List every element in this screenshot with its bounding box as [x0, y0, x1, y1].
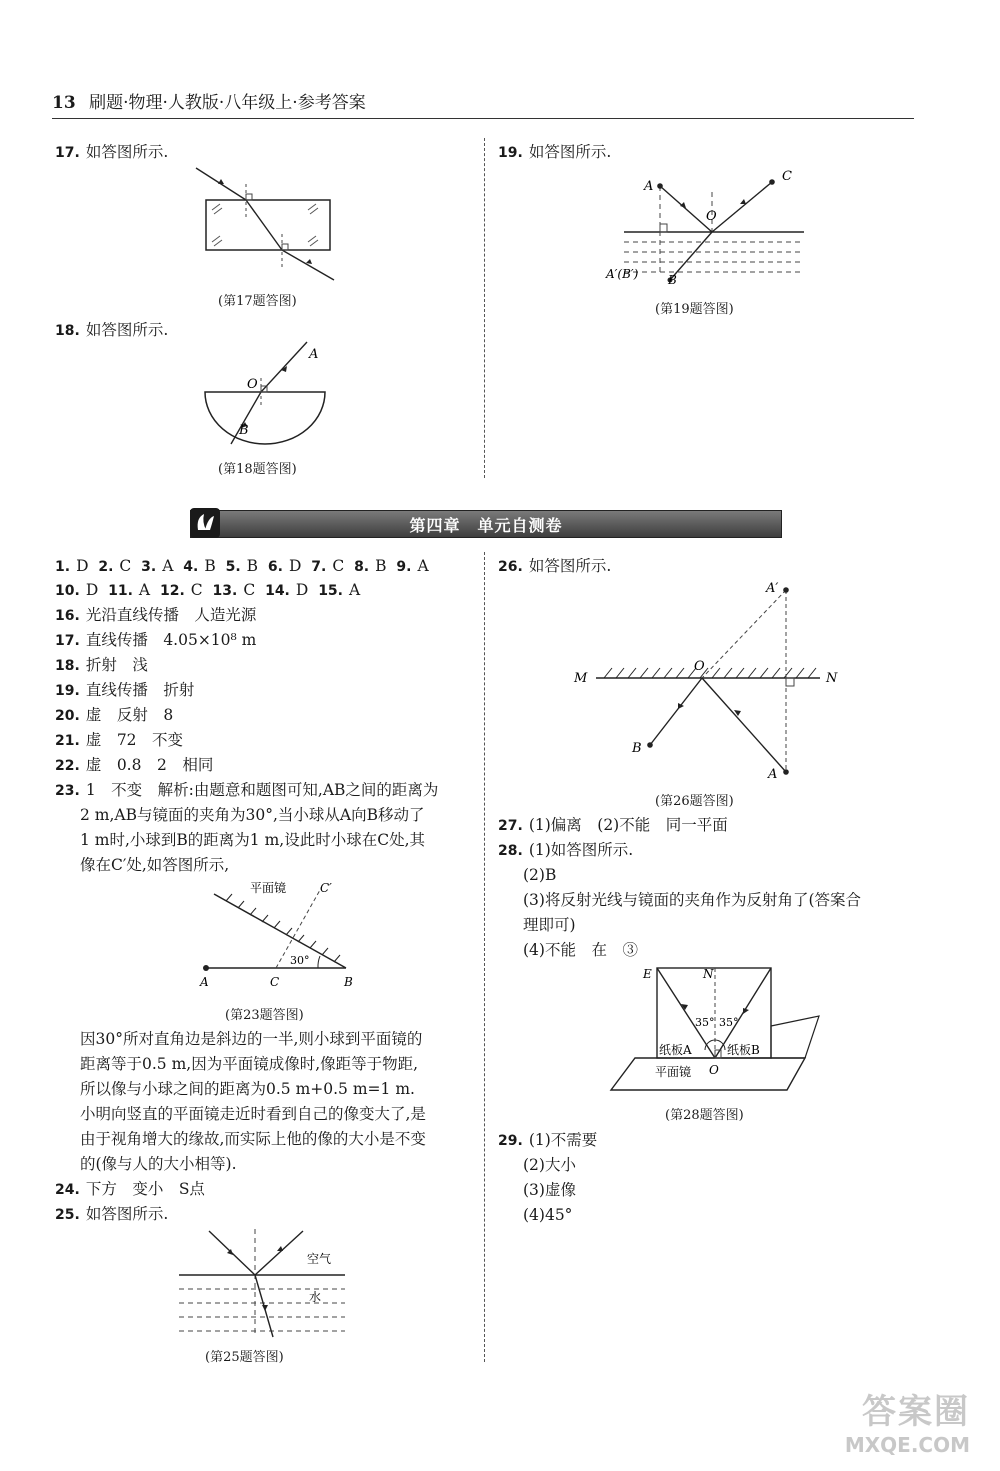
answer-23-line-2: 2 m,AB与镜面的夹角为30°,当小球从A向B移动了 — [80, 806, 425, 824]
q26-label-o: O — [694, 659, 705, 674]
a16-num: 16. — [55, 608, 80, 624]
a6-ans: D — [288, 557, 302, 575]
answer-row-1 — [55, 554, 429, 579]
a4-ans: B — [204, 557, 216, 575]
a20-num: 20. — [55, 708, 80, 724]
a1-num: 1. — [55, 559, 71, 575]
a20-text: 虚 反射 8 — [85, 706, 174, 724]
a28-text-1: (1)如答图所示. — [528, 841, 634, 859]
answer-row-2 — [55, 578, 360, 603]
answer-17 — [55, 628, 256, 653]
q19-line — [498, 140, 611, 165]
q28-caption: (第28题答图) — [665, 1108, 744, 1123]
a29-text-1: (1)不需要 — [528, 1131, 598, 1149]
a13-num: 13. — [212, 583, 238, 599]
a4-num: 4. — [183, 559, 199, 575]
a12-num: 12. — [159, 583, 185, 599]
a3-num: 3. — [141, 559, 157, 575]
q26-caption: (第26题答图) — [655, 794, 734, 809]
q19-label-b: B — [668, 273, 677, 287]
a15-num: 15. — [318, 583, 343, 599]
a13-ans: C — [243, 581, 256, 599]
a27-text: (1)偏离 (2)不能 同一平面 — [528, 816, 728, 834]
a14-ans: D — [295, 581, 309, 599]
answer-28-line-5: (4)不能 在 ③ — [523, 941, 638, 959]
q18-label-o: O — [247, 377, 258, 392]
answer-26 — [498, 554, 611, 579]
q23-label-c: C — [270, 975, 280, 989]
q25-label-water: 水 — [309, 1290, 322, 1304]
a18-text: 折射 浅 — [85, 656, 148, 674]
a10-num: 10. — [55, 583, 80, 599]
q17-number: 17. — [55, 145, 80, 161]
a18-num: 18. — [55, 658, 80, 674]
q23-label-angle: 30° — [290, 954, 310, 967]
column-divider-bottom — [484, 552, 485, 1362]
a19-num: 19. — [55, 683, 80, 699]
q18-text: 如答图所示. — [85, 321, 169, 339]
q25-caption: (第25题答图) — [205, 1350, 284, 1365]
answer-23-after-3: 所以像与小球之间的距离为0.5 m+0.5 m=1 m. — [80, 1080, 415, 1098]
a15-ans: A — [349, 581, 361, 599]
answer-29-line-2: (2)大小 — [523, 1156, 576, 1174]
answer-23-after-1: 因30°所对直角边是斜边的一半,则小球到平面镜的 — [80, 1030, 423, 1048]
a22-text: 虚 0.8 2 相同 — [85, 756, 214, 774]
answer-23-line-1 — [55, 778, 438, 803]
q26-diagram — [570, 580, 840, 785]
q23-label-b: B — [344, 975, 353, 989]
q28-label-e: E — [643, 967, 652, 981]
watermark-url: MXQE.COM — [844, 1433, 970, 1457]
answer-23-line-3: 1 m时,小球到B的距离为1 m,设此时小球在C处,其 — [80, 831, 426, 849]
q19-number: 19. — [498, 145, 523, 161]
q28-label-mirror: 平面镜 — [655, 1065, 692, 1079]
watermark — [845, 1384, 970, 1457]
q26-label-ap: A′ — [766, 581, 779, 596]
q18-label-a: A — [309, 347, 319, 362]
answer-16 — [55, 603, 256, 628]
answer-23-after-6: 的(像与人的大小相等). — [80, 1155, 237, 1173]
q25-label-air: 空气 — [307, 1252, 332, 1266]
q19-text: 如答图所示. — [528, 143, 612, 161]
a10-ans: D — [85, 581, 99, 599]
a7-num: 7. — [311, 559, 327, 575]
a26-text: 如答图所示. — [528, 557, 612, 575]
q18-number: 18. — [55, 323, 80, 339]
q25-diagram — [175, 1225, 355, 1345]
a25-text: 如答图所示. — [85, 1205, 169, 1223]
a29-num: 29. — [498, 1133, 523, 1149]
answer-23-after-4: 小明向竖直的平面镜走近时看到自己的像变大了,是 — [80, 1105, 426, 1123]
a5-ans: B — [246, 557, 259, 575]
a19-text: 直线传播 折射 — [85, 681, 195, 699]
a1-ans: D — [76, 557, 89, 575]
q19-label-o: O — [706, 209, 717, 224]
a3-ans: A — [162, 557, 174, 575]
answer-28-line-3: (3)将反射光线与镜面的夹角作为反射角了(答案合 — [523, 891, 862, 909]
q23-caption: (第23题答图) — [225, 1008, 304, 1023]
chapter-title: 第四章 单元自测卷 — [409, 516, 563, 535]
q26-label-m: M — [574, 671, 588, 686]
semicircle-glass — [205, 392, 325, 444]
q19-label-c: C — [782, 169, 792, 184]
a2-ans: C — [119, 557, 132, 575]
answer-28-line-1 — [498, 838, 633, 863]
q26-label-b: B — [632, 741, 642, 756]
a9-ans: A — [417, 557, 429, 575]
a24-num: 24. — [55, 1182, 80, 1198]
answer-28-line-4: 理即可) — [523, 916, 576, 934]
a6-num: 6. — [267, 559, 283, 575]
a28-num: 28. — [498, 843, 523, 859]
a22-num: 22. — [55, 758, 80, 774]
answer-20 — [55, 703, 173, 728]
q17-caption: (第17题答图) — [218, 294, 297, 309]
answer-29-line-3: (3)虚像 — [523, 1181, 576, 1199]
a11-num: 11. — [108, 583, 133, 599]
answer-19 — [55, 678, 194, 703]
q28-label-o: O — [709, 1063, 719, 1077]
q18-label-b: B — [239, 423, 249, 438]
chapter-banner — [190, 510, 782, 538]
a8-num: 8. — [354, 559, 370, 575]
a16-text: 光沿直线传播 人造光源 — [85, 606, 257, 624]
q19-label-ab: A′(B′) — [606, 267, 639, 281]
a23-num: 23. — [55, 783, 80, 799]
answer-29-line-4: (4)45° — [523, 1206, 573, 1224]
a23-text-1: 1 不变 解析:由题意和题图可知,AB之间的距离为 — [85, 781, 439, 799]
q19-label-a: A — [644, 179, 654, 194]
a21-num: 21. — [55, 733, 80, 749]
answer-27 — [498, 813, 728, 838]
a17-text: 直线传播 4.05×10⁸ m — [85, 631, 257, 649]
answer-28-line-2: (2)B — [523, 866, 557, 884]
q26-label-n: N — [826, 671, 838, 686]
answer-29-line-1 — [498, 1128, 597, 1153]
a26-num: 26. — [498, 559, 523, 575]
a5-num: 5. — [225, 559, 241, 575]
q23-label-cp: C′ — [320, 881, 332, 895]
a14-num: 14. — [265, 583, 290, 599]
q26-label-a: A — [768, 767, 778, 782]
answer-18 — [55, 653, 148, 678]
answer-22 — [55, 753, 213, 778]
q28-diagram — [605, 962, 830, 1097]
q18-caption: (第18题答图) — [218, 462, 297, 477]
page-header — [52, 88, 914, 119]
answer-23-after-5: 由于视角增大的缘故,而实际上他的像的大小是不变 — [80, 1130, 426, 1148]
a17-num: 17. — [55, 633, 80, 649]
q19-diagram — [600, 162, 810, 292]
watermark-text: 答案圈 — [862, 1392, 970, 1432]
a27-num: 27. — [498, 818, 523, 834]
page-number: 13 — [52, 93, 76, 113]
q28-label-paper-a: 纸板A — [659, 1043, 692, 1057]
q23-label-mirror: 平面镜 — [250, 881, 287, 895]
answer-23-after-2: 距离等于0.5 m,因为平面镜成像时,像距等于物距, — [80, 1055, 419, 1073]
q23-label-a: A — [200, 975, 209, 989]
a7-ans: C — [332, 557, 345, 575]
answer-24 — [55, 1177, 205, 1202]
a9-num: 9. — [396, 559, 412, 575]
answer-23-line-4: 像在C′处,如答图所示, — [80, 856, 230, 874]
q18-diagram — [195, 340, 335, 450]
a25-num: 25. — [55, 1207, 80, 1223]
page-title: 刷题·物理·人教版·八年级上·参考答案 — [89, 93, 366, 113]
answer-21 — [55, 728, 183, 753]
q17-diagram — [190, 162, 350, 282]
column-divider-top — [484, 138, 485, 478]
a21-text: 虚 72 不变 — [85, 731, 184, 749]
q17-line — [55, 140, 168, 165]
chapter-icon — [190, 508, 220, 538]
answer-25 — [55, 1202, 168, 1227]
a24-text: 下方 变小 S点 — [85, 1180, 205, 1198]
q17-text: 如答图所示. — [85, 143, 169, 161]
a8-ans: B — [375, 557, 387, 575]
q28-label-ang1: 35° — [695, 1016, 715, 1029]
q23-diagram — [196, 880, 366, 990]
q19-caption: (第19题答图) — [655, 302, 734, 317]
a12-ans: C — [190, 581, 203, 599]
q18-line — [55, 318, 168, 343]
a11-ans: A — [138, 581, 151, 599]
a2-num: 2. — [98, 559, 114, 575]
q28-label-paper-b: 纸板B — [727, 1043, 760, 1057]
q28-label-ang2: 35° — [719, 1016, 739, 1029]
q28-label-n: N — [703, 967, 714, 981]
